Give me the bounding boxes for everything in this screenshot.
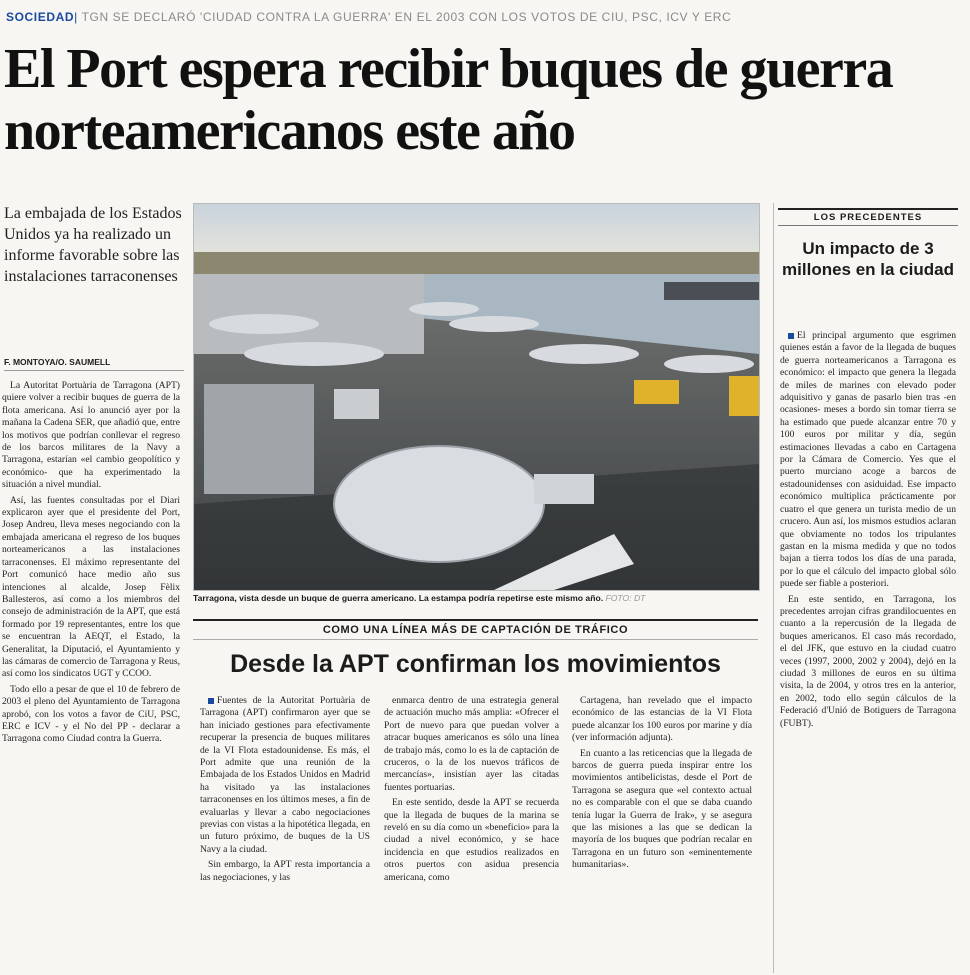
body-paragraph: La Autoritat Portuària de Tarragona (APT) quiere volver a recibir buques de guerra de la flota americana. Así lo anunció ayer por la mañana la Cadena SER, que añadió que, entre los motivos que podrían conllevar el regreso de los barcos militares de la Navy a Tarragona, estarían «el cambio geopolítico y económico- que ha experimentado la situación a nivel mundial. — [2, 380, 180, 491]
body-paragraph-text: Fuentes de la Autoritat Portuària de Tarragona (APT) confirmaron ayer que se han iniciado gestiones para efectivamente recuperar la presencia de buques militares de la VI Flota estadounidense. Es más, el Port admite que una reunión de la Embajada de los Estados Unidos en Madrid ha visitado ya las instalaciones tarraconenses en los últimos meses, a fin de evaluarlas y llevar a cabo negociaciones previas con vistas a la hipotética llegada, en un futuro próximo, de buques de la US Navy a la ciudad. — [200, 695, 370, 855]
sub-article-label: COMO UNA LÍNEA MÁS DE CAPTACIÓN DE TRÁFICO — [193, 619, 758, 640]
kicker-line — [6, 10, 966, 24]
body-paragraph: En este sentido, desde la APT se recuerda que la llegada de buques de la marina se reveló en su día como un «beneficio» para la ciudad a nivel económico, y se hace incidencia en que estudios realizados en otros puertos con asidua presencia americana, como — [384, 797, 559, 883]
photo-caption — [193, 593, 758, 603]
body-paragraph: En este sentido, en Tarragona, los precedentes arrojan cifras grandilocuentes en cuanto a la repercusión de la llegada de buques americanos. El caso más recordado, el del JFK, que estuvo en la ciudad cuatro veces (1997, 2000, 2002 y 2004), dejó en la ciudad 3 millones de euros en su última visita, la de 2004, y otros tres en la anterior, en 2002, todo ello según cálculos de la Federació d'Unió de Botiguers de Tarragona (FUBT). — [780, 593, 956, 729]
bullet-square-icon — [208, 698, 214, 704]
body-paragraph: Todo ello a pesar de que el 10 de febrero de 2003 el pleno del Ayuntamiento de Tarragona aprobó, con los votos a favor de CiU, PSC, ERC e ICV - y el No del PP - declarar a Tarragona como Ciudad contra la Guerra. — [2, 683, 180, 745]
sidebar-headline: Un impacto de 3 millones en la ciudad — [782, 239, 954, 279]
byline: F. MONTOYA/O. SAUMELL — [4, 357, 184, 371]
section-label: SOCIEDAD — [6, 10, 75, 24]
standfirst: La embajada de los Estados Unidos ya ha realizado un informe favorable sobre las instalaciones tarraconenses — [4, 205, 182, 285]
body-paragraph — [780, 330, 956, 591]
article-headline: El Port espera recibir buques de guerra norteamericanos este año — [4, 38, 893, 162]
kicker-text: TGN SE DECLARÓ 'CIUDAD CONTRA LA GUERRA' EN EL 2003 CON LOS VOTOS DE CIU, PSC, ICV Y ERC — [81, 10, 732, 24]
body-paragraph: En cuanto a las reticencias que la llegada de barcos de guerra pueda inspirar entre los movimientos antibelicistas, desde el Port de Tarragona se asegura que «el contexto actual no es comparable con el que se daba cuando tenía lugar la Guerra de Irak», y se asegura que las misiones a las que se dedican la mayoría de los buques que podrían recalar en Tarragona en un futuro son «eminentemente humanitarias». — [572, 747, 752, 871]
body-paragraph: enmarca dentro de una estrategia general de actuación mucho más amplia: «Ofrecer el Port de nuevo para que puedan volver a atracar buques americanos es sólo una línea de trabajo más, como lo es la de captación de cruceros, o la de los nuevos tráficos de mercancías», insistían ayer las citadas fuentes portuarias. — [384, 695, 559, 793]
left-column-body — [2, 380, 180, 972]
sub-article-headline: Desde la APT confirman los movimientos — [230, 650, 721, 678]
kicker-separator: | — [74, 10, 78, 24]
sub-article-column-1 — [200, 695, 370, 970]
carrier-deck-illustration — [194, 204, 759, 590]
carrier-deck-photo — [193, 203, 760, 591]
body-paragraph-text: El principal argumento que esgrimen quienes están a favor de la llegada de buques de guerra norteamericanos a Tarragona es económico: el impacto que genera la llegada de miles de marines con elevado poder adquisitivo y ganas de pasarlo bien tras -en ocasiones- meses a bordo sin tomar tierra se ha estimado que puede alcanzar entre 70 y 100 euros por militar y día, según estimaciones llevadas a cabo en Cartagena por la Cámara de Comercio. Yes que el puerto murciano acoge a barcos de estadounidenses con asiduidad. Ese impacto económico multiplica prácticamente por cuatro el que genera un turista medio de un crucero. Aun así, los mismos estudios aclaran que obviamente no todos los tripulantes gastan en la misma medida y que no todos bajan a tierra todos los días de una parada, por lo que el cálculo del impacto global sólo puede ser fiable a posteriori. — [780, 330, 956, 590]
photo-caption-text: Tarragona, vista desde un buque de guerra americano. La estampa podría repetirse este mismo año. — [193, 593, 604, 603]
bullet-square-icon — [788, 333, 794, 339]
body-paragraph: Cartagena, han revelado que el impacto económico de las estancias de la VI Flota puede alcanzar los 100 euros por marine y día (ver información adjunta). — [572, 695, 752, 744]
sub-article-column-3 — [572, 695, 752, 970]
sub-article-column-2 — [384, 695, 559, 970]
sidebar-body — [780, 330, 956, 970]
body-paragraph: Así, las fuentes consultadas por el Diari explicaron ayer que el presidente del Port, Josep Andreu, lleva meses negociando con la embajada americana el regreso de los buques norteamericanos a las instalaciones tarraconenses. El máximo representante del Port comunicó hace medio año sus intenciones al alcalde, Josep Fèlix Ballesteros, así como a los miembros del consejo de administración de la APT, que está formado por 19 representantes, entre los que se encuentran la AEQT, el Estado, la Generalitat, la Diputació, el Ayuntamiento y las cámaras de comercio de Tarragona y Reus, así como los sindicatos UGT y CCOO. — [2, 494, 180, 680]
body-paragraph: Sin embargo, la APT resta importancia a las negociaciones, y las — [200, 859, 370, 883]
body-paragraph — [200, 695, 370, 856]
sidebar-label: LOS PRECEDENTES — [778, 208, 958, 226]
photo-credit: FOTO: DT — [605, 593, 646, 603]
